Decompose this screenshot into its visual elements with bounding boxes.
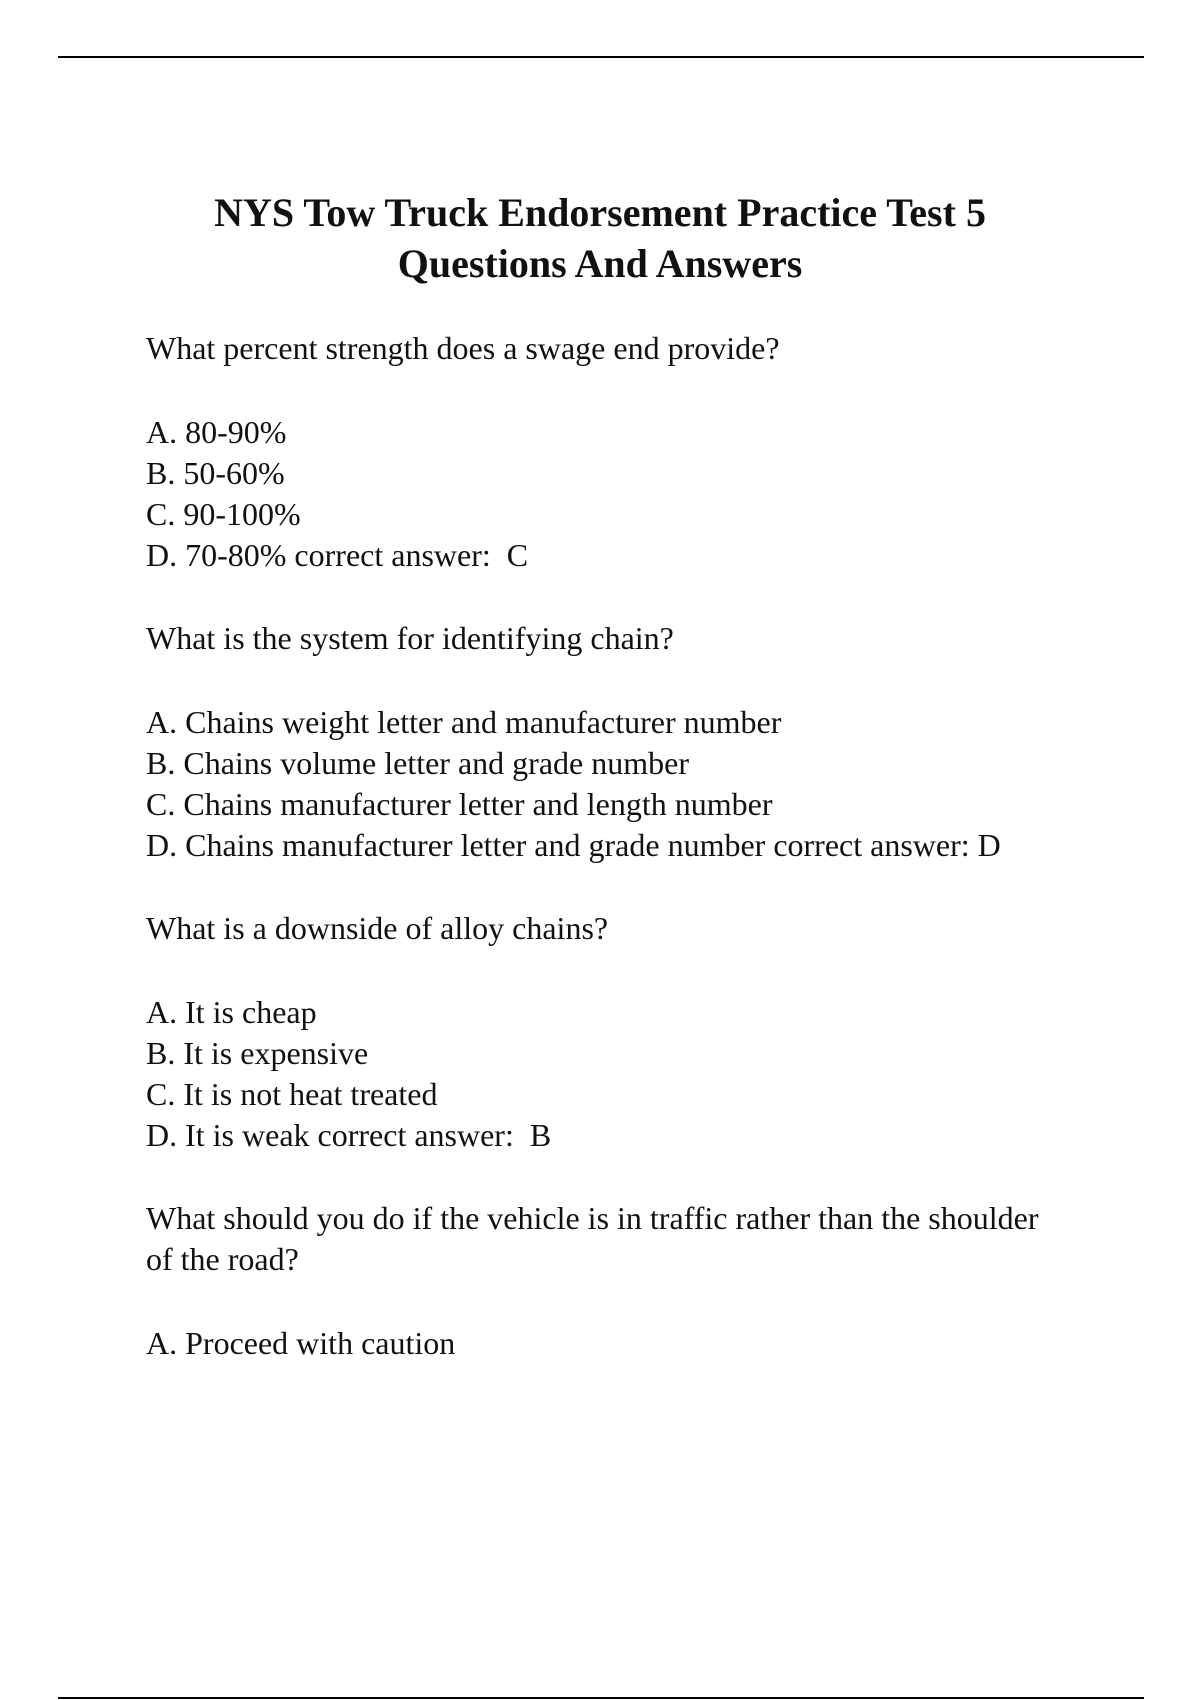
page-title-line-2: Questions And Answers [397, 241, 803, 286]
answer-option: D. Chains manufacturer letter and grade number [146, 827, 766, 863]
answer-option-with-answer [146, 825, 1106, 866]
correct-answer: correct answer: B [309, 1117, 552, 1153]
question-text: What should you do if the vehicle is in traffic rather than the shoulder of the road? [146, 1200, 1039, 1277]
question-block [146, 618, 1106, 866]
question-block [146, 328, 1106, 576]
answer-option-with-answer [146, 1115, 1106, 1156]
question-block [146, 908, 1106, 1156]
answer-option: A. It is cheap [146, 994, 317, 1030]
answer-option: C. 90-100% [146, 496, 301, 532]
question-text: What is a downside of alloy chains? [146, 910, 609, 946]
answer-option: C. Chains manufacturer letter and length number [146, 786, 773, 822]
answer-option-with-answer [146, 535, 1106, 576]
question-text: What percent strength does a swage end provide? [146, 330, 780, 366]
answer-option: D. 70-80% [146, 537, 287, 573]
bottom-rule [58, 1697, 1144, 1699]
answer-option: A. Proceed with caution [146, 1325, 456, 1361]
answer-option: D. It is weak [146, 1117, 310, 1153]
question-text: What is the system for identifying chain? [146, 620, 674, 656]
question-block [146, 1198, 1106, 1364]
answer-option: B. 50-60% [146, 455, 285, 491]
correct-answer: correct answer: C [286, 537, 529, 573]
top-rule [58, 56, 1144, 58]
question-list [146, 328, 1106, 1364]
answer-option: A. Chains weight letter and manufacturer number [146, 704, 782, 740]
answer-option: A. 80-90% [146, 414, 287, 450]
answer-option: C. It is not heat treated [146, 1076, 438, 1112]
page-title [0, 187, 1200, 289]
page-title-line-1: NYS Tow Truck Endorsement Practice Test 5 [214, 190, 986, 235]
answer-option: B. It is expensive [146, 1035, 369, 1071]
correct-answer: correct answer: D [765, 827, 1001, 863]
answer-option: B. Chains volume letter and grade number [146, 745, 689, 781]
